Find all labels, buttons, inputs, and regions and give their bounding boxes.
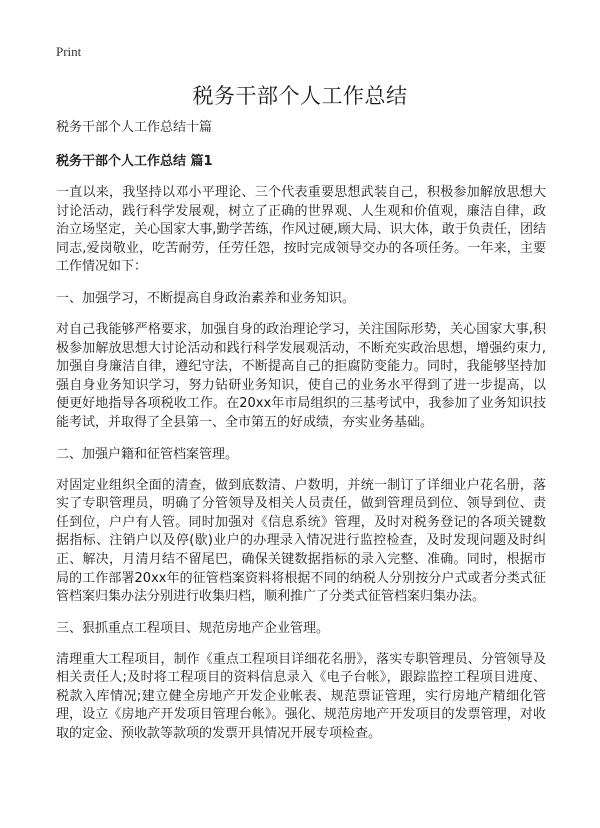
point-paragraph-3: 清理重大工程项目，制作《重点工程项目详细花名册》，落实专职管理员、分管领导及相关责任人;及时将工程项目的资料信息录入《电子台帐》，跟踪监控工程项目进度、税款入库情况;建立健全房地产开发企业帐表、规范票证管理，实行房地产精细化管理，设立《房地产开发项目管理台帐》。强化、规范房地产开发项目的发票管理，对收取的定金、预收款等款项的发票开具情况开展专项检查。: [56, 651, 546, 742]
point-heading-2: 二、加强户籍和征管档案管理。: [56, 446, 239, 462]
document-body: [56, 118, 546, 756]
point-heading-1: 一、加强学习，不断提高自身政治素养和业务知识。: [56, 290, 356, 306]
print-link[interactable]: Print: [56, 44, 82, 59]
document-title: 税务干部个人工作总结: [192, 84, 408, 108]
intro-paragraph: 一直以来，我坚持以邓小平理论、三个代表重要思想武装自己，积极参加解放思想大讨论活动，践行科学发展观，树立了正确的世界观、人生观和价值观，廉洁自律，政治立场坚定，关心国家大事,勤学苦练，作风过硬,顾大局、识大体，敢于负责任，团结同志,爱岗敬业，吃苦耐劳，任劳任怨，按时完成领导交办的各项任务。一年来，主要工作情况如下：: [56, 185, 546, 275]
point-paragraph-2: 对固定业组织全面的清查，做到底数清、户数明，并统一制订了详细业户花名册，落实了专职管理员，明确了分管领导及相关人员责任，做到管理员到位、领导到位、责任到位，户户有人管。同时加强对《信息系统》管理，及时对税务登记的各项关键数据指标、注销户以及停(歇)业户的办理录入情况进行监控检查，及时发现问题及时纠正、解决，月清月结不留尾巴，确保关键数据指标的录入完整、准确。同时，根据市局的工作部署20xx年的征管档案资料将根据不同的纳税人分别按分户式或者分类式征管档案归集办法分别进行收集归档，顺利推广了分类式征管档案归集办法。: [56, 477, 546, 605]
point-heading-3: 三、狠抓重点工程项目、规范房地产企业管理。: [56, 620, 330, 636]
point-paragraph-1: 对自己我能够严格要求，加强自身的政治理论学习，关注国际形势，关心国家大事,积极参加解放思想大讨论活动和践行科学发展观活动，不断充实政治思想，增强约束力,加强自身廉洁自律，遵纪守法，不断提高自己的拒腐防变能力。同时，我能够坚持加强自身业务知识学习，努力钻研业务知识，使自己的业务水平得到了进一步提高，以便更好地指导各项税收工作。在20xx年市局组织的三基考试中，我参加了业务知识技能考试，并取得了全县第一、全市第五的好成绩，夯实业务基础。: [56, 321, 546, 430]
section-heading: 税务干部个人工作总结 篇1: [56, 154, 213, 169]
document-subtitle: 税务干部个人工作总结十篇: [56, 120, 213, 135]
